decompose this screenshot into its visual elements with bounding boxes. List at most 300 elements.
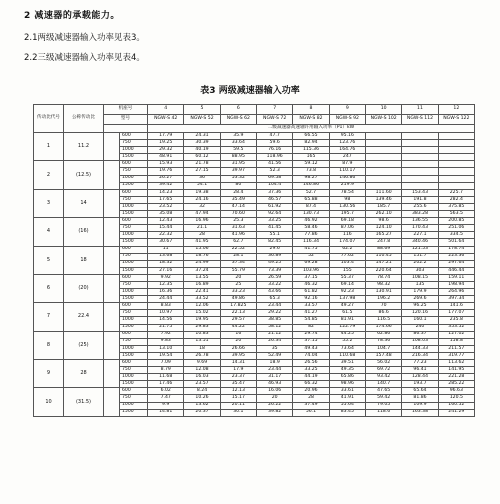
power-value-cell: 32	[184, 203, 220, 210]
speed-cell: 600	[120, 246, 148, 253]
power-value-cell: 66.55	[293, 133, 329, 140]
ratio-cell: (25)	[64, 331, 104, 359]
power-value-cell: 122.79	[329, 324, 365, 331]
power-value-cell: 15.44	[148, 225, 184, 232]
power-value-cell: 37.24	[184, 267, 220, 274]
power-value-cell: 23.44	[257, 303, 293, 310]
power-value-cell: 6.02	[148, 388, 184, 395]
power-value-cell	[365, 168, 401, 175]
speed-cell: 600	[120, 133, 148, 140]
power-value-cell: 195.7	[329, 211, 365, 218]
speed-cell: 1500	[120, 381, 148, 388]
speed-cell: 1000	[120, 345, 148, 352]
power-value-cell: 41.75	[293, 246, 329, 253]
speed-cell: 750	[120, 367, 148, 374]
section-heading: 2 减速器的承载能力。	[24, 11, 120, 21]
power-value-cell: 147.21	[365, 260, 401, 267]
power-value-cell: 35.49	[220, 196, 256, 203]
power-value-cell: 269.6	[402, 296, 438, 303]
speed-cell: 750	[120, 196, 148, 203]
power-value-cell: 21.1	[184, 225, 220, 232]
power-value-cell: 128.44	[402, 374, 438, 381]
power-value-cell: 77.23	[402, 360, 438, 367]
power-value-cell: 160.1	[402, 317, 438, 324]
power-value-cell: 163.38	[402, 409, 438, 416]
power-value-cell: 104.7	[365, 345, 401, 352]
power-value-cell: 12.13	[220, 388, 256, 395]
power-value-cell: 35.47	[220, 381, 256, 388]
speed-cell: 1000	[120, 232, 148, 239]
frame-number: 8	[293, 105, 329, 115]
power-value-cell: 95.16	[329, 133, 365, 140]
power-value-cell: 82.94	[293, 140, 329, 147]
power-value-cell: 29.83	[184, 324, 220, 331]
power-value-cell: 73.64	[329, 345, 365, 352]
power-value-cell: 28.4	[220, 189, 256, 196]
power-value-cell: 48.91	[148, 154, 184, 161]
power-value-cell: 56.1	[293, 409, 329, 416]
power-value-cell	[438, 133, 474, 140]
power-value-cell: 22.41	[184, 289, 220, 296]
power-value-cell: 24.16	[184, 196, 220, 203]
power-value-cell	[402, 161, 438, 168]
power-value-cell: 59.6	[257, 140, 293, 147]
power-value-cell: 39.82	[257, 409, 293, 416]
power-value-cell: 118.96	[257, 154, 293, 161]
power-value-cell: 13.55	[184, 274, 220, 281]
power-value-cell: 146.86	[293, 182, 329, 189]
power-value-cell: 340.46	[402, 239, 438, 246]
power-value-cell: 17.46	[148, 381, 184, 388]
power-value-cell: 121.53	[402, 246, 438, 253]
power-value-cell: 170.43	[402, 225, 438, 232]
power-value-cell: 62.7	[220, 239, 256, 246]
power-value-cell: 135	[402, 281, 438, 288]
power-value-cell: 240	[402, 324, 438, 331]
power-value-cell: 88.95	[220, 154, 256, 161]
power-value-cell: 92.23	[329, 289, 365, 296]
power-value-cell: 12.35	[148, 281, 184, 288]
power-value-cell: 29.32	[148, 147, 184, 154]
power-value-cell: 255.6	[402, 203, 438, 210]
power-value-cell: 33.25	[293, 367, 329, 374]
power-value-cell: 54.85	[293, 317, 329, 324]
power-value-cell: 55.37	[329, 274, 365, 281]
power-value-cell: 16.89	[184, 281, 220, 288]
frame-number: 5	[184, 105, 220, 115]
frame-number: 7	[257, 105, 293, 115]
power-value-cell: 23.52	[148, 203, 184, 210]
power-value-cell: 191.8	[402, 196, 438, 203]
power-value-cell: 185.7	[365, 203, 401, 210]
base-code-header: 机座号	[104, 105, 148, 115]
ratio-cell: 14	[64, 189, 104, 217]
power-value-cell: 36	[184, 175, 220, 182]
power-value-cell: 137.98	[329, 296, 365, 303]
frame-number: 12	[438, 105, 474, 115]
power-value-cell: 33.22	[257, 281, 293, 288]
power-value-cell: 15.93	[148, 161, 184, 168]
power-value-cell: 39.42	[148, 182, 184, 189]
power-value-cell: 104.4	[257, 182, 293, 189]
power-value-cell: 111.60	[365, 189, 401, 196]
power-value-cell: 80	[220, 182, 256, 189]
power-value-cell: 61.82	[293, 289, 329, 296]
power-value-cell: 563.5	[438, 211, 474, 218]
power-value-cell: 146.86	[329, 175, 365, 182]
power-value-cell: 108.15	[402, 274, 438, 281]
power-value-cell: 49.25	[257, 260, 293, 267]
speed-cell: 600	[120, 218, 148, 225]
power-value-cell: 66.32	[293, 381, 329, 388]
power-value-cell: 17.9	[220, 367, 256, 374]
model-header: 型号	[104, 115, 148, 125]
power-value-cell: 27.15	[184, 168, 220, 175]
power-value-cell: 87.9	[329, 161, 365, 168]
speed-cell: 750	[120, 253, 148, 260]
power-value-cell: 41.91	[329, 395, 365, 402]
power-value-cell: 18.76	[184, 253, 220, 260]
power-value-cell: 375.85	[438, 203, 474, 210]
power-value-cell: 26.59	[257, 274, 293, 281]
power-value-cell: 41.45	[257, 225, 293, 232]
ratio-cell: 11.2	[64, 133, 104, 161]
power-value-cell: 10.97	[148, 310, 184, 317]
power-value-cell: 82	[293, 324, 329, 331]
frame-number: 6	[220, 105, 256, 115]
frame-number: 9	[329, 105, 365, 115]
power-value-cell: 123.76	[329, 140, 365, 147]
power-value-cell	[438, 182, 474, 189]
power-value-cell: 29.57	[220, 317, 256, 324]
power-value-cell: 36.89	[257, 253, 293, 260]
power-value-cell: 23.44	[257, 367, 293, 374]
power-value-cell: 141.6	[438, 303, 474, 310]
power-value-cell: 74.04	[293, 352, 329, 359]
power-value-cell: 46.57	[257, 196, 293, 203]
frame-number: 4	[148, 105, 184, 115]
power-value-cell: 52	[293, 253, 329, 260]
power-value-cell: 14.56	[148, 317, 184, 324]
power-value-cell: 247	[329, 154, 365, 161]
ratio-cell: 18	[64, 246, 104, 274]
power-value-cell: 7.92	[148, 331, 184, 338]
speed-cell: 1500	[120, 409, 148, 416]
power-value-cell: 43.66	[257, 289, 293, 296]
power-value-cell: 110.45	[365, 253, 401, 260]
power-value-cell: 93.42	[365, 374, 401, 381]
speed-cell: 600	[120, 331, 148, 338]
power-value-cell: 334.5	[438, 232, 474, 239]
power-value-cell: 130.91	[365, 289, 401, 296]
power-value-cell: 179.9	[402, 289, 438, 296]
power-value-cell: 14.31	[220, 360, 256, 367]
power-value-cell: 35.9	[220, 133, 256, 140]
power-value-cell: 49.35	[329, 367, 365, 374]
power-value-cell: 62.2	[329, 246, 365, 253]
power-value-cell: 282.4	[438, 196, 474, 203]
power-value-cell: 33.64	[220, 140, 256, 147]
table-row	[34, 331, 475, 338]
power-value-cell: 69.18	[329, 218, 365, 225]
power-value-cell: 47.65	[365, 388, 401, 395]
power-value-cell: 20.37	[184, 409, 220, 416]
power-value-cell: 18.32	[148, 260, 184, 267]
power-value-cell: 19.38	[184, 189, 220, 196]
power-value-cell: 30.39	[184, 140, 220, 147]
power-value-cell: 87.4	[293, 203, 329, 210]
power-value-cell: 59.42	[365, 395, 401, 402]
power-value-cell	[365, 140, 401, 147]
line-three-stage: 2.2三级减速器输入功率见表4。	[24, 53, 145, 63]
table-row	[34, 360, 475, 367]
power-value-cell: 139.46	[365, 196, 401, 203]
speed-cell: 1500	[120, 182, 148, 189]
speed-cell: 1500	[120, 154, 148, 161]
power-value-cell: 10.26	[184, 395, 220, 402]
power-value-cell: 165	[293, 154, 329, 161]
power-value-cell: 223.36	[438, 253, 474, 260]
power-value-cell	[438, 168, 474, 175]
power-value-cell: 22.52	[220, 246, 256, 253]
power-value-cell: 52.49	[257, 352, 293, 359]
power-value-cell: 96.25	[402, 303, 438, 310]
power-value-cell: 49.43	[293, 345, 329, 352]
power-value-cell: 12.06	[184, 303, 220, 310]
power-value-cell: 108.03	[402, 338, 438, 345]
power-value-cell: 200.85	[438, 218, 474, 225]
line-two-stage: 2.1两级减速器输入功率见表3。	[24, 33, 145, 43]
speed-cell: 1500	[120, 324, 148, 331]
power-value-cell: 13.62	[184, 402, 220, 409]
power-value-cell	[438, 175, 474, 182]
power-value-cell: 19.95	[184, 317, 220, 324]
power-value-cell: 159.11	[438, 274, 474, 281]
power-value-cell: 33.61	[329, 388, 365, 395]
power-value-cell: 37.36	[257, 189, 293, 196]
power-value-cell: 29.74	[293, 331, 329, 338]
power-value-cell: 70	[365, 303, 401, 310]
power-value-cell: 98.32	[365, 281, 401, 288]
power-value-cell: 16.06	[257, 388, 293, 395]
speed-cell: 1000	[120, 147, 148, 154]
power-value-cell	[365, 154, 401, 161]
power-value-cell: 13.51	[184, 338, 220, 345]
spacer-cell	[104, 388, 120, 416]
power-value-cell: 220.64	[365, 267, 401, 274]
power-value-cell: 69.14	[329, 281, 365, 288]
frame-number: 11	[402, 105, 438, 115]
frame-number: 10	[365, 105, 401, 115]
ratio-cell: (31.5)	[64, 388, 104, 416]
power-value-cell: 20.96	[293, 388, 329, 395]
power-value-cell: 22.13	[220, 310, 256, 317]
ratio-header: 公称传动比	[64, 105, 104, 133]
power-subheader: 二级减速器高速轴许用输入功率（P1）kW	[148, 125, 475, 133]
power-value-cell	[438, 147, 474, 154]
power-value-cell: 60.12	[184, 154, 220, 161]
speed-cell: 600	[120, 161, 148, 168]
power-value-cell: 19.25	[148, 140, 184, 147]
power-value-cell: 202.2	[402, 260, 438, 267]
power-value-cell: 81.86	[402, 395, 438, 402]
power-value-cell: 12.08	[184, 367, 220, 374]
power-value-cell	[438, 161, 474, 168]
speed-cell: 600	[120, 360, 148, 367]
model-name: NGW-S 112	[402, 115, 438, 125]
power-value-cell: 8.24	[184, 388, 220, 395]
power-value-cell: 297.64	[438, 260, 474, 267]
speed-cell: 750	[120, 395, 148, 402]
table-row	[34, 133, 475, 140]
power-value-cell: 44.22	[220, 324, 256, 331]
power-value-cell	[438, 140, 474, 147]
power-value-cell: 96.41	[402, 367, 438, 374]
power-value-cell: 160.52	[438, 402, 474, 409]
spacer-cell	[104, 133, 120, 161]
power-value-cell: 23.57	[184, 381, 220, 388]
power-value-cell: 21.78	[184, 161, 220, 168]
power-value-cell: 174.07	[329, 239, 365, 246]
input-power-table	[33, 104, 475, 417]
power-value-cell: 65.86	[329, 374, 365, 381]
power-value-cell	[438, 154, 474, 161]
power-value-cell: 15.17	[220, 395, 256, 402]
power-value-cell: 55.2	[329, 338, 365, 345]
gear-code-cell: 8	[34, 331, 64, 359]
power-value-cell: 219.9	[329, 182, 365, 189]
power-value-cell: 29.22	[257, 310, 293, 317]
power-value-cell: 235.8	[438, 317, 474, 324]
model-name: NGW-S 62	[220, 115, 256, 125]
table-row	[34, 189, 475, 196]
power-value-cell: 9.92	[148, 274, 184, 281]
power-value-cell: 165.27	[365, 232, 401, 239]
power-value-cell: 446.44	[438, 267, 474, 274]
power-value-cell	[402, 175, 438, 182]
power-value-cell: 98.96	[329, 381, 365, 388]
power-value-cell: 78.36	[365, 338, 401, 345]
power-value-cell: 76.16	[257, 147, 293, 154]
power-value-cell: 221.28	[438, 374, 474, 381]
gear-code-cell: 9	[34, 360, 64, 388]
power-value-cell: 15.06	[184, 246, 220, 253]
power-value-cell: 16	[220, 331, 256, 338]
power-value-cell	[402, 140, 438, 147]
speed-cell: 1000	[120, 203, 148, 210]
power-value-cell: 98.27	[293, 175, 329, 182]
power-value-cell: 9.9	[148, 402, 184, 409]
power-value-cell: 13.10	[148, 345, 184, 352]
power-value-cell: 10.83	[184, 331, 220, 338]
power-value-cell: 39.95	[220, 352, 256, 359]
ratio-cell: (16)	[64, 218, 104, 246]
power-value-cell: 44.19	[293, 374, 329, 381]
speed-cell: 750	[120, 225, 148, 232]
speed-cell: 750	[120, 338, 148, 345]
spacer-cell	[104, 274, 120, 302]
power-value-cell: 178.74	[438, 246, 474, 253]
power-value-cell: 193.7	[402, 381, 438, 388]
model-name: NGW-S 102	[365, 115, 401, 125]
power-value-cell	[365, 161, 401, 168]
power-value-cell: 77.62	[329, 253, 365, 260]
power-value-cell: 73.39	[257, 267, 293, 274]
speed-cell: 750	[120, 140, 148, 147]
power-value-cell: 46.32	[293, 281, 329, 288]
power-value-cell: 59.12	[293, 161, 329, 168]
power-value-cell: 196.2	[365, 296, 401, 303]
power-value-cell: 47.14	[220, 203, 256, 210]
power-value-cell: 141.95	[438, 367, 474, 374]
power-value-cell: 49.86	[220, 296, 256, 303]
power-value-cell: 30.67	[148, 239, 184, 246]
power-value-cell: 35	[257, 345, 293, 352]
power-value-cell: 69.28	[293, 260, 329, 267]
power-value-cell: 109.9	[402, 402, 438, 409]
spacer-cell	[104, 360, 120, 388]
speed-cell: 600	[120, 388, 148, 395]
gear-code-cell: 2	[34, 161, 64, 189]
power-value-cell: 39.51	[329, 360, 365, 367]
power-value-cell: 16.03	[184, 374, 220, 381]
power-value-cell: 20.11	[220, 402, 256, 409]
power-value-cell: 11	[148, 246, 184, 253]
table-row	[34, 388, 475, 395]
power-value-cell: 37.34	[220, 260, 256, 267]
power-value-cell	[402, 168, 438, 175]
power-value-cell: 17.65	[148, 196, 184, 203]
power-value-cell: 62.86	[365, 331, 401, 338]
power-value-cell: 37.15	[293, 338, 329, 345]
power-value-cell: 20	[220, 338, 256, 345]
power-value-cell: 87.06	[329, 225, 365, 232]
power-value-cell: 303	[402, 267, 438, 274]
power-value-cell: 30.1	[220, 409, 256, 416]
power-value-cell: 29.6	[257, 246, 293, 253]
power-value-cell: 198.94	[438, 281, 474, 288]
power-value-cell: 397.34	[438, 296, 474, 303]
power-value-cell: 26.34	[257, 338, 293, 345]
power-value-cell: 78.74	[365, 274, 401, 281]
power-value-cell: 28	[293, 395, 329, 402]
speed-cell: 750	[120, 281, 148, 288]
power-value-cell: 59.5	[220, 147, 256, 154]
power-value-cell: 157.48	[365, 352, 401, 359]
ratio-cell: 28	[64, 360, 104, 388]
power-value-cell: 81.91	[329, 317, 365, 324]
power-value-cell: 262.10	[365, 211, 401, 218]
power-value-cell: 353.52	[438, 324, 474, 331]
spacer-cell	[104, 218, 120, 246]
power-value-cell: 79.05	[365, 402, 401, 409]
power-value-cell: 98.6	[365, 218, 401, 225]
power-value-cell: 69.72	[365, 367, 401, 374]
power-value-cell: 9.69	[184, 360, 220, 367]
ratio-cell: 22.4	[64, 303, 104, 331]
table-row	[34, 274, 475, 281]
ratio-cell: (20)	[64, 274, 104, 302]
power-value-cell: 247.8	[365, 239, 401, 246]
speed-cell: 1000	[120, 317, 148, 324]
spacer-cell	[104, 189, 120, 217]
power-value-cell: 35.08	[148, 211, 184, 218]
power-value-cell: 26.27	[148, 175, 184, 182]
speed-cell: 1000	[120, 402, 148, 409]
power-value-cell: 11.68	[148, 374, 184, 381]
power-value-cell: 24.31	[184, 133, 220, 140]
speed-cell: 1500	[120, 352, 148, 359]
